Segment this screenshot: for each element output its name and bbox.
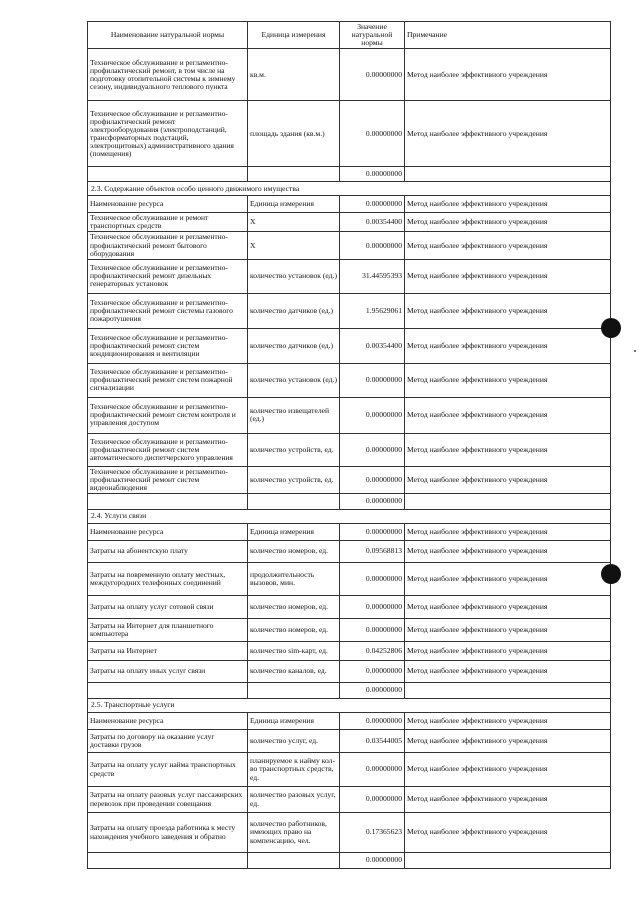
note-cell: Метод наиболее эффективного учреждения bbox=[405, 541, 611, 563]
resource-name-cell bbox=[88, 853, 248, 869]
value-cell: 0.00000000 bbox=[340, 619, 405, 642]
table-row bbox=[88, 683, 611, 699]
section-title: 2.4. Услуги связи bbox=[88, 510, 611, 524]
value-cell: 0.00000000 bbox=[340, 101, 405, 167]
unit-cell bbox=[248, 853, 340, 869]
value-cell: 0.00000000 bbox=[340, 683, 405, 699]
note-cell bbox=[405, 167, 611, 182]
unit-cell: количество установок (ед.) bbox=[248, 363, 340, 397]
value-cell: 0.04252806 bbox=[340, 642, 405, 661]
unit-cell: продолжительность вызовов, мин. bbox=[248, 563, 340, 596]
unit-cell: планируемое к найму кол-во транспортных средств, ед. bbox=[248, 753, 340, 787]
table-row bbox=[88, 642, 611, 661]
unit-cell: Единица измерения bbox=[248, 196, 340, 213]
table-row bbox=[88, 787, 611, 813]
value-cell: 0.03544005 bbox=[340, 730, 405, 753]
unit-cell: Х bbox=[248, 232, 340, 259]
note-cell: Метод наиболее эффективного учреждения bbox=[405, 259, 611, 293]
scan-speck bbox=[634, 350, 636, 352]
value-cell: 0.00000000 bbox=[340, 661, 405, 683]
table-row bbox=[88, 541, 611, 563]
section-row bbox=[88, 510, 611, 524]
section-title: 2.5. Транспортные услуги bbox=[88, 699, 611, 713]
resource-name-cell: Техническое обслуживание и регламентно-профилактический ремонт, в том числе на подготовку отопительной системы к зимнему сезону, индивидуального теплового пункта bbox=[88, 49, 248, 101]
table-row bbox=[88, 661, 611, 683]
resource-name-cell: Техническое обслуживание и регламентно-профилактический ремонт систем кондиционирования и вентиляции bbox=[88, 328, 248, 363]
note-cell: Метод наиболее эффективного учреждения bbox=[405, 661, 611, 683]
note-cell: Метод наиболее эффективного учреждения bbox=[405, 713, 611, 730]
unit-cell: количество услуг, ед. bbox=[248, 730, 340, 753]
value-cell: 0.00000000 bbox=[340, 433, 405, 466]
note-cell: Метод наиболее эффективного учреждения bbox=[405, 433, 611, 466]
value-cell: 0.00354400 bbox=[340, 328, 405, 363]
resource-name-cell: Техническое обслуживание и регламентно-профилактический ремонт электрооборудования (электроподстанций, трансформаторных подстаций, электрощитовых) административного здания (помещения) bbox=[88, 101, 248, 167]
resource-name-cell: Наименование ресурса bbox=[88, 196, 248, 213]
value-cell: 0.00000000 bbox=[340, 196, 405, 213]
resource-name-cell: Техническое обслуживание и регламентно-профилактический ремонт систем автоматического диспетчерского управления bbox=[88, 433, 248, 466]
resource-name-cell: Техническое обслуживание и регламентно-профилактический ремонт бытового оборудования bbox=[88, 232, 248, 259]
resource-name-cell: Техническое обслуживание и регламентно-профилактический ремонт систем контроля и управления доступом bbox=[88, 397, 248, 433]
note-cell: Метод наиболее эффективного учреждения bbox=[405, 787, 611, 813]
note-cell: Метод наиболее эффективного учреждения bbox=[405, 813, 611, 853]
value-cell: 0.00000000 bbox=[340, 167, 405, 182]
table-row bbox=[88, 196, 611, 213]
value-cell: 0.00000000 bbox=[340, 753, 405, 787]
section-row bbox=[88, 699, 611, 713]
note-cell: Метод наиболее эффективного учреждения bbox=[405, 328, 611, 363]
table-row bbox=[88, 753, 611, 787]
value-cell: 0.00000000 bbox=[340, 596, 405, 619]
note-cell: Метод наиболее эффективного учреждения bbox=[405, 730, 611, 753]
table-row bbox=[88, 466, 611, 493]
value-cell: 0.00000000 bbox=[340, 524, 405, 541]
table-header-row bbox=[88, 22, 611, 49]
note-cell: Метод наиболее эффективного учреждения bbox=[405, 397, 611, 433]
resource-name-cell: Затраты на оплату услуг найма транспортных средств bbox=[88, 753, 248, 787]
value-cell: 0.00354400 bbox=[340, 213, 405, 232]
header-name: Наименование натуральной нормы bbox=[88, 22, 248, 49]
unit-cell bbox=[248, 167, 340, 182]
resource-name-cell: Техническое обслуживание и регламентно-профилактический ремонт системы газового пожаротушения bbox=[88, 293, 248, 328]
resource-name-cell: Техническое обслуживание и ремонт транспортных средств bbox=[88, 213, 248, 232]
note-cell: Метод наиболее эффективного учреждения bbox=[405, 596, 611, 619]
table-row bbox=[88, 524, 611, 541]
resource-name-cell: Наименование ресурса bbox=[88, 524, 248, 541]
value-cell: 0.00000000 bbox=[340, 466, 405, 493]
resource-name-cell: Затраты на повременную оплату местных, междугородних телефонных соединений bbox=[88, 563, 248, 596]
header-note: Примечание bbox=[405, 22, 611, 49]
resource-name-cell bbox=[88, 683, 248, 699]
resource-name-cell: Затраты на оплату иных услуг связи bbox=[88, 661, 248, 683]
value-cell: 0.09568813 bbox=[340, 541, 405, 563]
table-row bbox=[88, 232, 611, 259]
resource-name-cell: Наименование ресурса bbox=[88, 713, 248, 730]
unit-cell: кв.м. bbox=[248, 49, 340, 101]
note-cell: Метод наиболее эффективного учреждения bbox=[405, 753, 611, 787]
note-cell: Метод наиболее эффективного учреждения bbox=[405, 232, 611, 259]
note-cell: Метод наиболее эффективного учреждения bbox=[405, 466, 611, 493]
table-row bbox=[88, 213, 611, 232]
resource-name-cell: Затраты на абонентскую плату bbox=[88, 541, 248, 563]
table-row bbox=[88, 363, 611, 397]
unit-cell bbox=[248, 683, 340, 699]
value-cell: 0.00000000 bbox=[340, 853, 405, 869]
resource-name-cell: Затраты на Интернет для планшетного компьютера bbox=[88, 619, 248, 642]
unit-cell: количество номеров, ед. bbox=[248, 619, 340, 642]
unit-cell: Х bbox=[248, 213, 340, 232]
value-cell: 0.00000000 bbox=[340, 713, 405, 730]
unit-cell: количество номеров, ед. bbox=[248, 541, 340, 563]
value-cell: 0.00000000 bbox=[340, 232, 405, 259]
note-cell: Метод наиболее эффективного учреждения bbox=[405, 563, 611, 596]
note-cell: Метод наиболее эффективного учреждения bbox=[405, 619, 611, 642]
resource-name-cell: Затраты на оплату проезда работника к месту нахождения учебного заведения и обратно bbox=[88, 813, 248, 853]
note-cell: Метод наиболее эффективного учреждения bbox=[405, 642, 611, 661]
table-row bbox=[88, 433, 611, 466]
table-row bbox=[88, 494, 611, 510]
resource-name-cell: Техническое обслуживание и регламентно-профилактический ремонт систем видеонаблюдения bbox=[88, 466, 248, 493]
value-cell: 31.44595393 bbox=[340, 259, 405, 293]
resource-name-cell: Техническое обслуживание и регламентно-профилактический ремонт систем пожарной сигнализации bbox=[88, 363, 248, 397]
unit-cell: количество работников, имеющих право на компенсацию, чел. bbox=[248, 813, 340, 853]
table-row bbox=[88, 730, 611, 753]
value-cell: 0.00000000 bbox=[340, 49, 405, 101]
table-row bbox=[88, 167, 611, 182]
table-row bbox=[88, 397, 611, 433]
table-row bbox=[88, 596, 611, 619]
unit-cell: Единица измерения bbox=[248, 524, 340, 541]
note-cell bbox=[405, 853, 611, 869]
table-row bbox=[88, 293, 611, 328]
resource-name-cell: Затраты по договору на оказание услуг доставки грузов bbox=[88, 730, 248, 753]
table-row bbox=[88, 619, 611, 642]
note-cell: Метод наиболее эффективного учреждения bbox=[405, 49, 611, 101]
table-row bbox=[88, 713, 611, 730]
table-row bbox=[88, 328, 611, 363]
norms-table bbox=[87, 21, 611, 869]
value-cell: 0.00000000 bbox=[340, 787, 405, 813]
unit-cell: количество датчиков (ед.) bbox=[248, 328, 340, 363]
table-row bbox=[88, 49, 611, 101]
table-row bbox=[88, 853, 611, 869]
note-cell bbox=[405, 683, 611, 699]
scan-hole-mark bbox=[601, 318, 621, 338]
value-cell: 0.00000000 bbox=[340, 563, 405, 596]
unit-cell: количество устройств, ед. bbox=[248, 433, 340, 466]
unit-cell: количество каналов, ед. bbox=[248, 661, 340, 683]
section-row bbox=[88, 182, 611, 196]
unit-cell: количество sim-карт, ед. bbox=[248, 642, 340, 661]
value-cell: 0.00000000 bbox=[340, 397, 405, 433]
resource-name-cell bbox=[88, 167, 248, 182]
table-row bbox=[88, 563, 611, 596]
unit-cell bbox=[248, 494, 340, 510]
scan-hole-mark bbox=[601, 564, 621, 584]
header-value: Значение натуральной нормы bbox=[340, 22, 405, 49]
note-cell: Метод наиболее эффективного учреждения bbox=[405, 196, 611, 213]
note-cell: Метод наиболее эффективного учреждения bbox=[405, 293, 611, 328]
table-row bbox=[88, 259, 611, 293]
value-cell: 0.00000000 bbox=[340, 363, 405, 397]
note-cell: Метод наиболее эффективного учреждения bbox=[405, 524, 611, 541]
resource-name-cell: Техническое обслуживание и регламентно-профилактический ремонт дизельных генераторных установок bbox=[88, 259, 248, 293]
unit-cell: количество устройств, ед. bbox=[248, 466, 340, 493]
unit-cell: количество номеров, ед. bbox=[248, 596, 340, 619]
resource-name-cell: Затраты на Интернет bbox=[88, 642, 248, 661]
unit-cell: количество извещателей (ед.) bbox=[248, 397, 340, 433]
value-cell: 1.95629061 bbox=[340, 293, 405, 328]
value-cell: 0.17365623 bbox=[340, 813, 405, 853]
resource-name-cell bbox=[88, 494, 248, 510]
unit-cell: площадь здания (кв.м.) bbox=[248, 101, 340, 167]
table-row bbox=[88, 813, 611, 853]
note-cell: Метод наиболее эффективного учреждения bbox=[405, 101, 611, 167]
note-cell: Метод наиболее эффективного учреждения bbox=[405, 213, 611, 232]
unit-cell: количество датчиков (ед.) bbox=[248, 293, 340, 328]
value-cell: 0.00000000 bbox=[340, 494, 405, 510]
section-title: 2.3. Содержание объектов особо ценного движимого имущества bbox=[88, 182, 611, 196]
unit-cell: Единица измерения bbox=[248, 713, 340, 730]
resource-name-cell: Затраты на оплату разовых услуг пассажирских перевозок при проведении совещания bbox=[88, 787, 248, 813]
unit-cell: количество разовых услуг, ед. bbox=[248, 787, 340, 813]
note-cell: Метод наиболее эффективного учреждения bbox=[405, 363, 611, 397]
resource-name-cell: Затраты на оплату услуг сотовой связи bbox=[88, 596, 248, 619]
unit-cell: количество установок (ед.) bbox=[248, 259, 340, 293]
header-unit: Единица измерения bbox=[248, 22, 340, 49]
table-row bbox=[88, 101, 611, 167]
note-cell bbox=[405, 494, 611, 510]
